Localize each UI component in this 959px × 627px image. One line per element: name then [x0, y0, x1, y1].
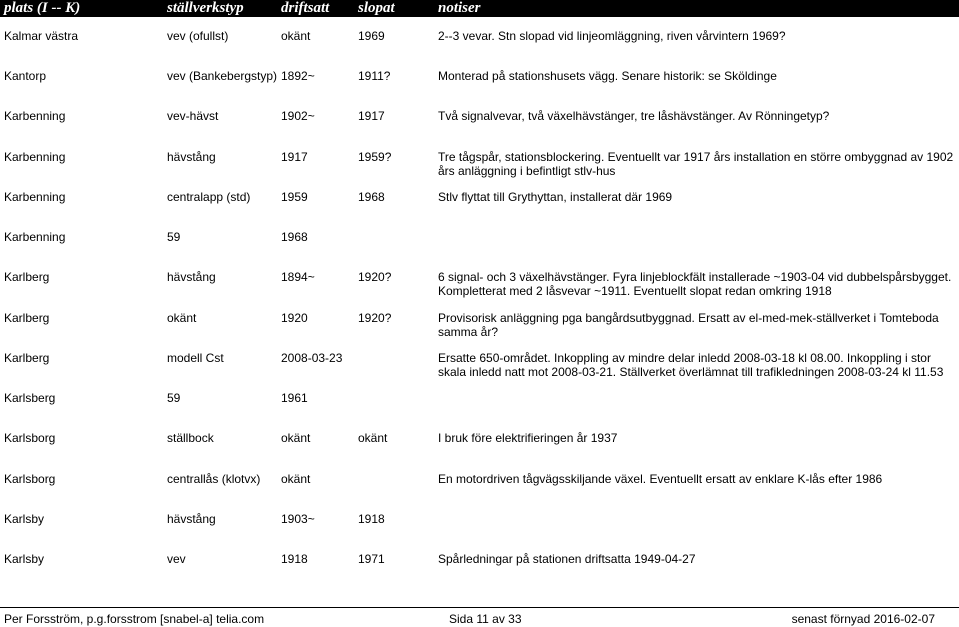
cell-typ: modell Cst	[167, 351, 224, 365]
cell-notis: En motordriven tågvägsskiljande växel. Eventuellt ersatt av enklare K-lås efter 1986	[438, 472, 883, 486]
cell-notis: Stlv flyttat till Grythyttan, installerat där 1969	[438, 190, 673, 204]
header-stallverkstyp: ställverkstyp	[167, 0, 244, 16]
page-footer	[0, 607, 959, 627]
cell-driftsatt: 1959	[281, 190, 308, 204]
cell-slopat: 1920?	[358, 311, 392, 325]
cell-typ: hävstång	[167, 512, 216, 526]
cell-slopat: 1918	[358, 512, 385, 526]
cell-notis: Två signalvevar, två växelhävstänger, tre låshävstänger. Av Rönningetyp?	[438, 109, 830, 123]
cell-driftsatt: 1894~	[281, 270, 315, 284]
cell-slopat: 1911?	[358, 69, 391, 83]
table-header	[0, 0, 959, 17]
cell-notis: Provisorisk anläggning pga bangårdsutbyggnad. Ersatt av el-med-mek-ställverket i Tomteboda samma år?	[438, 311, 939, 339]
cell-notis: Spårledningar på stationen driftsatta 1949-04-27	[438, 552, 696, 566]
cell-slopat: okänt	[358, 431, 388, 445]
cell-driftsatt: okänt	[281, 29, 311, 43]
cell-driftsatt: okänt	[281, 431, 311, 445]
cell-typ: 59	[167, 391, 181, 405]
header-plats: plats (I -- K)	[4, 0, 81, 16]
cell-plats: Karbenning	[4, 230, 66, 244]
cell-slopat: 1971	[358, 552, 385, 566]
cell-slopat: 1917	[358, 109, 385, 123]
cell-plats: Kantorp	[4, 69, 47, 83]
cell-driftsatt: 1892~	[281, 69, 315, 83]
cell-plats: Karbenning	[4, 150, 66, 164]
cell-slopat: 1968	[358, 190, 385, 204]
cell-notis: Ersatte 650-området. Inkoppling av mindre delar inledd 2008-03-18 kl 08.00. Inkoppling i stor skala inledd natt mot 2008-03-21. Ställverket överlämnat till trafikledningen 2008-03-24 kl 11.53	[438, 351, 944, 379]
cell-driftsatt: 1917	[281, 150, 308, 164]
cell-plats: Kalmar västra	[4, 29, 79, 43]
cell-plats: Karlsborg	[4, 472, 56, 486]
cell-typ: 59	[167, 230, 181, 244]
cell-plats: Karlsberg	[4, 391, 56, 405]
cell-plats: Karlsby	[4, 552, 45, 566]
cell-driftsatt: okänt	[281, 472, 311, 486]
footer-updated: senast förnyad 2016-02-07	[791, 612, 935, 626]
cell-typ: ställbock	[167, 431, 214, 445]
cell-notis: I bruk före elektrifieringen år 1937	[438, 431, 618, 445]
cell-driftsatt: 1920	[281, 311, 308, 325]
cell-typ: vev	[167, 552, 186, 566]
cell-notis: 6 signal- och 3 växelhävstänger. Fyra linjeblockfält installerade ~1903-04 vid dubbelspårsbygget. Kompletterat med 2 låsvevar ~1911. Eventuellt slopat redan omkring 1918	[438, 270, 952, 298]
cell-typ: vev (ofullst)	[167, 29, 229, 43]
header-slopat: slopat	[358, 0, 395, 16]
footer-page-number: Sida 11 av 33	[449, 612, 522, 626]
cell-slopat: 1920?	[358, 270, 392, 284]
cell-plats: Karbenning	[4, 190, 66, 204]
cell-driftsatt: 2008-03-23	[281, 351, 343, 365]
cell-plats: Karlberg	[4, 351, 50, 365]
cell-driftsatt: 1902~	[281, 109, 315, 123]
cell-driftsatt: 1961	[281, 391, 308, 405]
cell-slopat: 1969	[358, 29, 385, 43]
header-notiser: notiser	[438, 0, 481, 16]
cell-typ: hävstång	[167, 150, 216, 164]
cell-plats: Karlberg	[4, 270, 50, 284]
cell-plats: Karlberg	[4, 311, 50, 325]
cell-typ: centralapp (std)	[167, 190, 251, 204]
cell-typ: centrallås (klotvx)	[167, 472, 261, 486]
cell-driftsatt: 1918	[281, 552, 308, 566]
cell-driftsatt: 1903~	[281, 512, 315, 526]
header-driftsatt: driftsatt	[281, 0, 330, 16]
cell-typ: okänt	[167, 311, 197, 325]
footer-author: Per Forsström, p.g.forsstrom [snabel-a] telia.com	[4, 612, 265, 626]
cell-typ: vev-hävst	[167, 109, 219, 123]
cell-plats: Karbenning	[4, 109, 66, 123]
cell-slopat: 1959?	[358, 150, 392, 164]
cell-notis: Monterad på stationshusets vägg. Senare historik: se Sköldinge	[438, 69, 777, 83]
cell-driftsatt: 1968	[281, 230, 308, 244]
cell-notis: Tre tågspår, stationsblockering. Eventuellt var 1917 års installation en större ombyggnad av 1902 års anläggning i befintligt stlv-hus	[438, 150, 954, 178]
cell-plats: Karlsborg	[4, 431, 56, 445]
cell-typ: vev (Bankebergstyp)	[167, 69, 278, 83]
cell-plats: Karlsby	[4, 512, 45, 526]
cell-notis: 2--3 vevar. Stn slopad vid linjeomläggning, riven vårvintern 1969?	[438, 29, 786, 43]
cell-typ: hävstång	[167, 270, 216, 284]
